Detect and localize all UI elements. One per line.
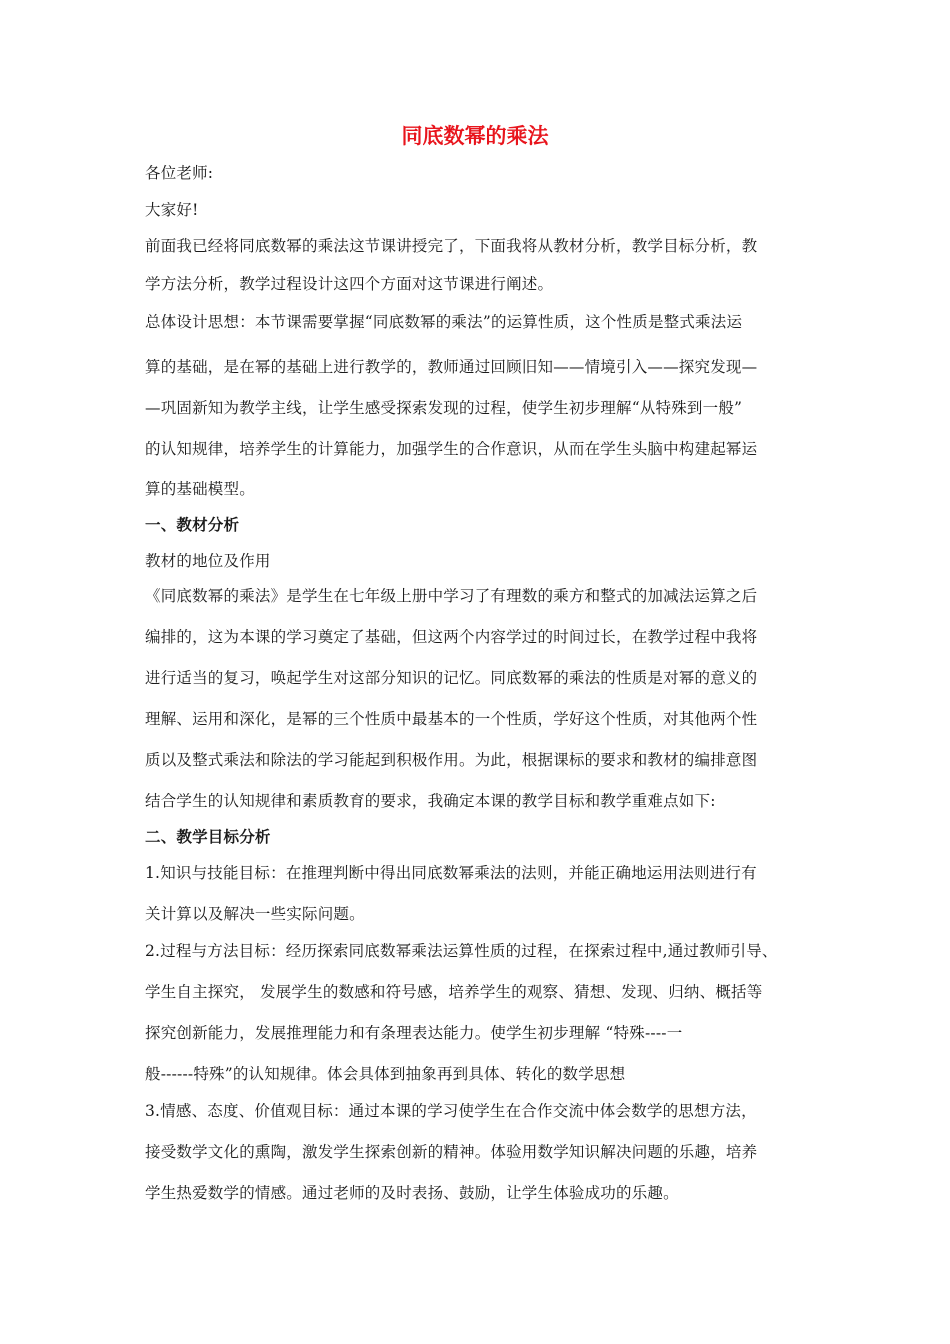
document-title: 同底数幂的乘法 [401, 124, 549, 148]
intro-line: 前面我已经将同底数幂的乘法这节课讲授完了，下面我将从教材分析，教学目标分析，教 [145, 237, 758, 255]
section-heading: 一、教材分析 [145, 516, 240, 534]
paragraph-line: 《同底数幂的乘法》是学生在七年级上册中学习了有理数的乘方和整式的加减法运算之后 [145, 587, 758, 605]
paragraph-line: 结合学生的认知规律和素质教育的要求，我确定本课的教学目标和教学重难点如下: [145, 792, 716, 810]
overall-line: 算的基础，是在幂的基础上进行教学的，教师通过回顾旧知——情境引入——探究发现— [145, 358, 758, 376]
goal-line: 1.知识与技能目标：在推理判断中得出同底数幂乘法的法则，并能正确地运用法则进行有 [145, 864, 757, 882]
goal-line: 探究创新能力，发展推理能力和有条理表达能力。使学生初步理解 “特殊----一 [145, 1024, 683, 1042]
paragraph-line: 进行适当的复习，唤起学生对这部分知识的记忆。同底数幂的乘法的性质是对幂的意义的 [145, 669, 758, 687]
section-subheading: 教材的地位及作用 [145, 552, 271, 570]
section-heading: 二、教学目标分析 [145, 828, 271, 846]
paragraph-line: 编排的，这为本课的学习奠定了基础，但这两个内容学过的时间过长，在教学过程中我将 [145, 628, 758, 646]
goal-line: 关计算以及解决一些实际问题。 [145, 905, 365, 923]
overall-line: 总体设计思想：本节课需要掌握“同底数幂的乘法”的运算性质，这个性质是整式乘法运 [145, 313, 743, 331]
intro-line: 学方法分析，教学过程设计这四个方面对这节课进行阐述。 [145, 275, 554, 293]
goal-line: 学生自主探究， 发展学生的数感和符号感，培养学生的观察、猜想、发现、归纳、概括等 [145, 983, 763, 1001]
hello-line: 大家好! [145, 201, 199, 219]
goal-line: 2.过程与方法目标：经历探索同底数幂乘法运算性质的过程，在探索过程中,通过教师引导、 [145, 942, 778, 960]
goal-line: 般------特殊”的认知规律。体会具体到抽象再到具体、转化的数学思想 [145, 1065, 626, 1083]
paragraph-line: 理解、运用和深化，是幂的三个性质中最基本的一个性质，学好这个性质，对其他两个性 [145, 710, 758, 728]
overall-line: —巩固新知为教学主线，让学生感受探索发现的过程，使学生初步理解“从特殊到一般” [145, 399, 743, 417]
overall-line: 算的基础模型。 [145, 480, 255, 498]
paragraph-line: 质以及整式乘法和除法的学习能起到积极作用。为此，根据课标的要求和教材的编排意图 [145, 751, 758, 769]
goal-line: 学生热爱数学的情感。通过老师的及时表扬、鼓励，让学生体验成功的乐趣。 [145, 1184, 679, 1202]
goal-line: 接受数学文化的熏陶，激发学生探索创新的精神。体验用数学知识解决问题的乐趣，培养 [145, 1143, 758, 1161]
overall-line: 的认知规律，培养学生的计算能力，加强学生的合作意识，从而在学生头脑中构建起幂运 [145, 440, 758, 458]
greeting-line: 各位老师: [145, 164, 214, 182]
goal-line: 3.情感、态度、价值观目标：通过本课的学习使学生在合作交流中体会数学的思想方法， [145, 1102, 757, 1120]
